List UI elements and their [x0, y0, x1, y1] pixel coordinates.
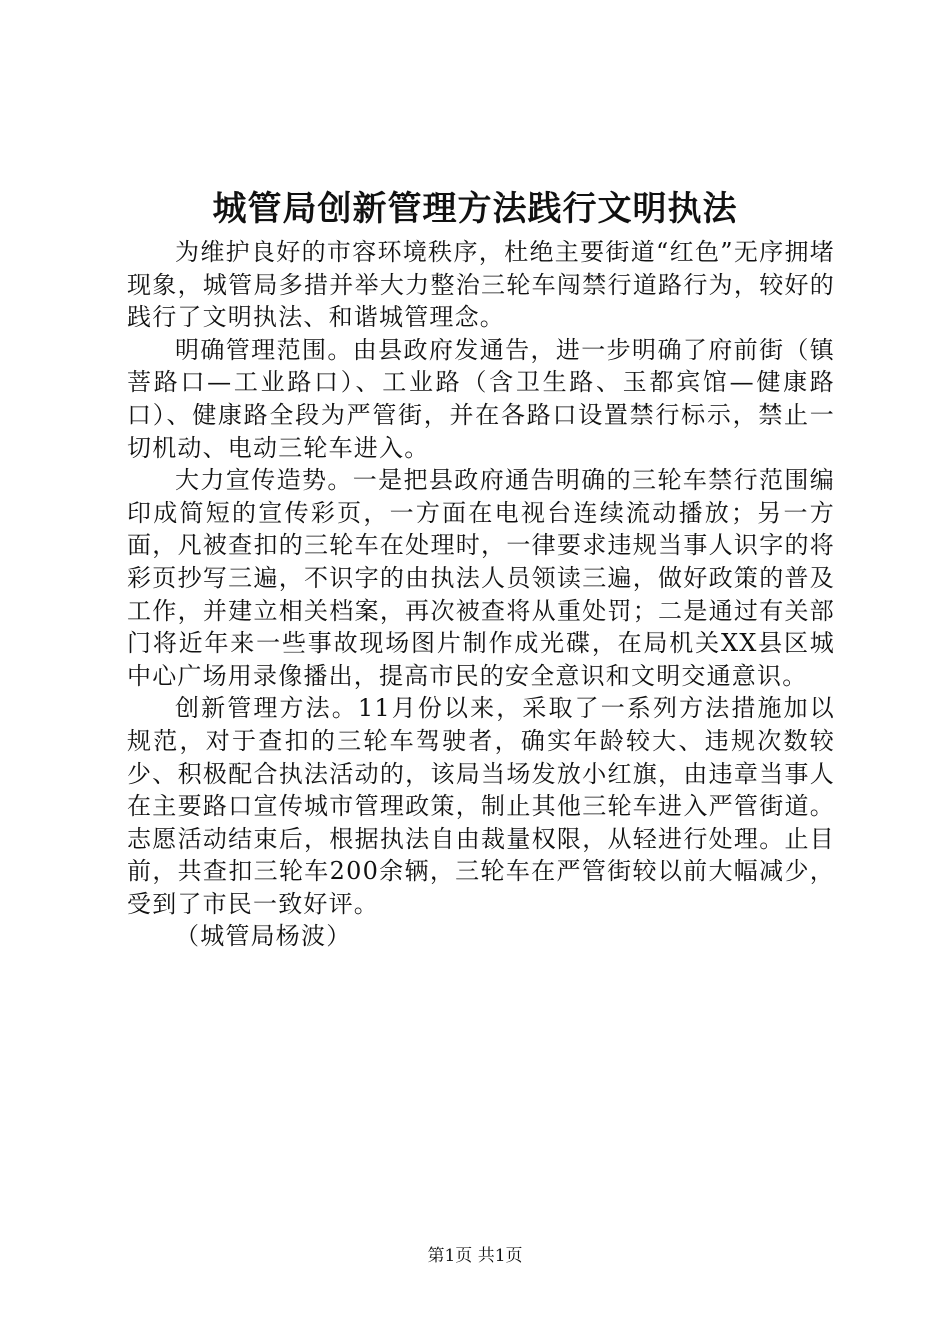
paragraph-intro: 为维护良好的市容环境秩序，杜绝主要街道“红色”无序拥堵现象，城管局多措并举大力整治三轮车闯禁行道路行为，较好的践行了文明执法、和谐城管理念。: [127, 238, 835, 332]
document-body: [127, 236, 835, 953]
page-number-footer: 第1页 共1页: [427, 1246, 523, 1266]
paragraph-method: 创新管理方法。11月份以来，采取了一系列方法措施加以规范，对于查扣的三轮车驾驶者，确实年龄较大、违规次数较少、积极配合执法活动的，该局当场发放小红旗，由违章当事人在主要路口宣传城市管理政策，制止其他三轮车进入严管街道。志愿活动结束后，根据执法自由裁量权限，从轻进行处理。止目前，共查扣三轮车200余辆，三轮车在严管街较以前大幅减少，受到了市民一致好评。: [127, 694, 835, 918]
document-title: 城管局创新管理方法践行文明执法: [212, 189, 738, 229]
paragraph-author: （城管局杨波）: [175, 922, 352, 951]
paragraph-scope: 明确管理范围。由县政府发通告，进一步明确了府前街（镇菩路口—工业路口）、工业路（含卫生路、玉都宾馆—健康路口）、健康路全段为严管街，并在各路口设置禁行标示，禁止一切机动、电动三轮车进入。: [127, 335, 835, 462]
paragraph-publicity: 大力宣传造势。一是把县政府通告明确的三轮车禁行范围编印成简短的宣传彩页，一方面在电视台连续流动播放；另一方面，凡被查扣的三轮车在处理时，一律要求违规当事人识字的将彩页抄写三遍，不识字的由执法人员领读三遍，做好政策的普及工作，并建立相关档案，再次被查将从重处罚；二是通过有关部门将近年来一些事故现场图片制作成光碟，在局机关XX县区城中心广场用录像播出，提高市民的安全意识和文明交通意识。: [127, 466, 835, 690]
